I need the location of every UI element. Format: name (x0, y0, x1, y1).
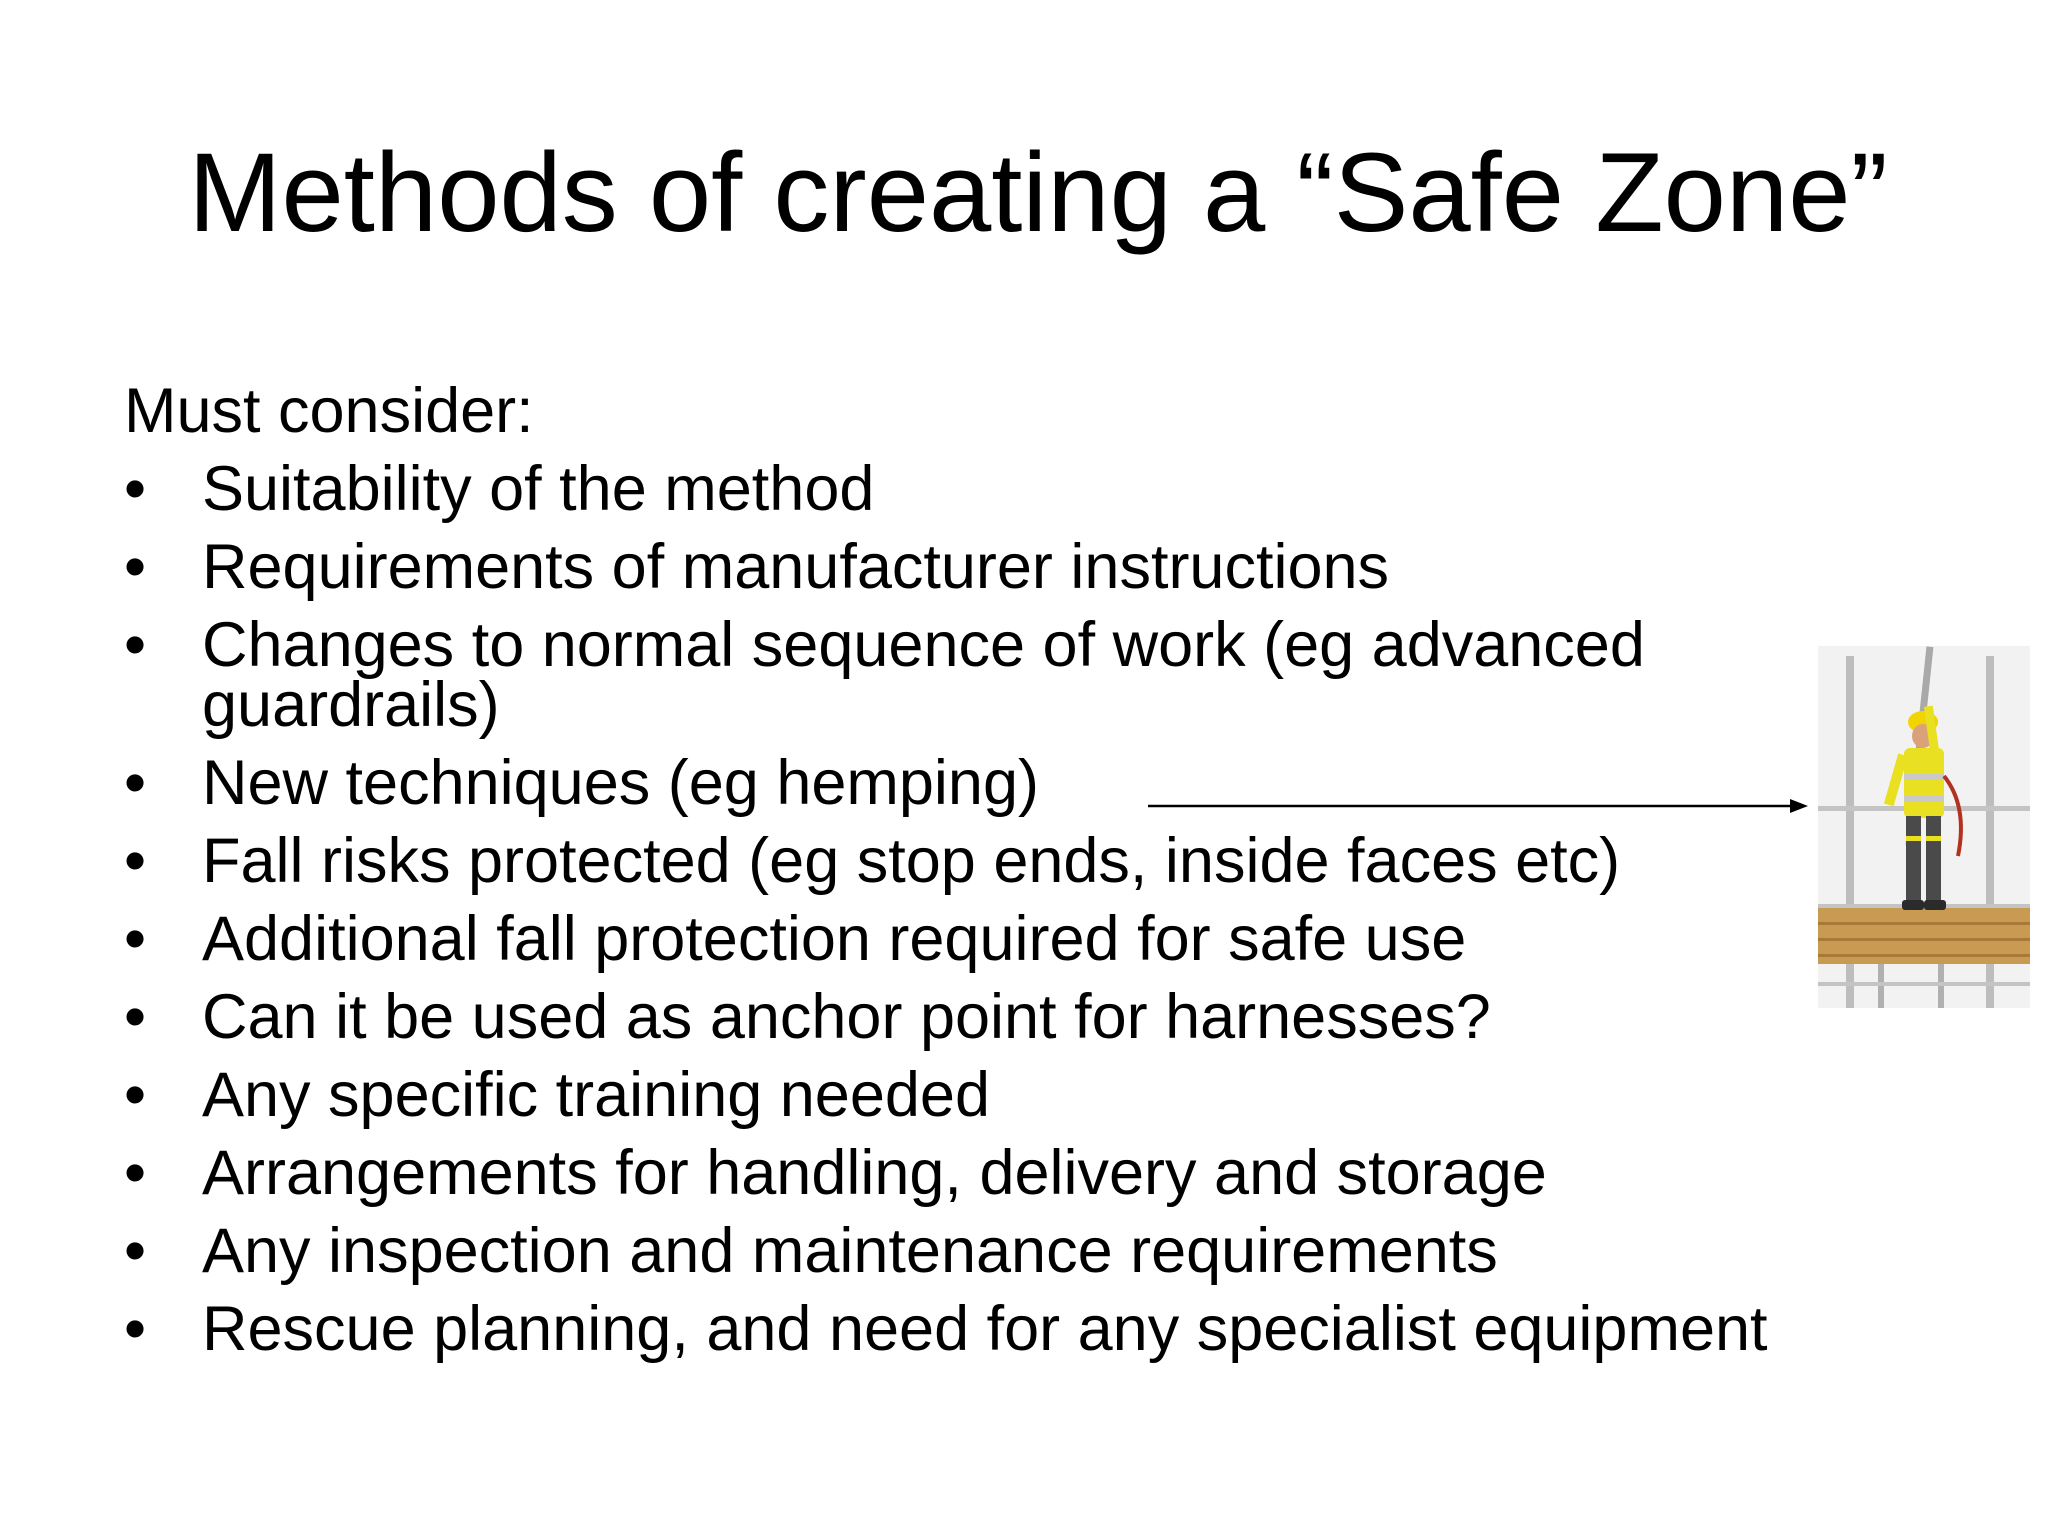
bullet-icon: • (124, 1216, 147, 1286)
list-item (124, 606, 1944, 744)
list-item (124, 978, 1944, 1056)
bullet-text: Can it be used as anchor point for harnesses? (202, 982, 1491, 1052)
list-item (124, 1134, 1944, 1212)
list-item (124, 450, 1944, 528)
bullet-text: Changes to normal sequence of work (eg advanced guardrails) (202, 610, 1645, 740)
list-item (124, 528, 1944, 606)
bullet-text: New techniques (eg hemping) (202, 748, 1039, 818)
list-item (124, 1056, 1944, 1134)
list-item (124, 1290, 1944, 1368)
bullet-icon: • (124, 826, 147, 896)
bullet-icon: • (124, 982, 147, 1052)
bullet-icon: • (124, 532, 147, 602)
bullet-text: Rescue planning, and need for any specialist equipment (202, 1294, 1768, 1364)
list-item (124, 900, 1944, 978)
arrow-connector (1148, 795, 1808, 817)
bullet-text: Requirements of manufacturer instructions (202, 532, 1390, 602)
bullet-icon: • (124, 454, 147, 524)
bullet-text: Any inspection and maintenance requirements (202, 1216, 1498, 1286)
bullet-text: Additional fall protection required for safe use (202, 904, 1467, 974)
bullet-icon: • (124, 904, 147, 974)
bullet-text: Arrangements for handling, delivery and storage (202, 1138, 1547, 1208)
list-item (124, 822, 1944, 900)
scaffolder-worker-icon (1818, 646, 2030, 1008)
bullet-icon: • (124, 748, 147, 818)
list-item (124, 1212, 1944, 1290)
bullet-icon: • (124, 1294, 147, 1364)
bullet-list (124, 450, 1944, 1368)
bullet-icon: • (124, 1060, 147, 1130)
slide-title: Methods of creating a “Safe Zone” (188, 130, 1888, 255)
bullet-icon: • (124, 1138, 147, 1208)
intro-text: Must consider: (124, 376, 534, 446)
bullet-icon: • (124, 610, 147, 680)
bullet-text: Fall risks protected (eg stop ends, inside faces etc) (202, 826, 1621, 896)
slide-body (124, 372, 1944, 1368)
bullet-text: Suitability of the method (202, 454, 875, 524)
bullet-text: Any specific training needed (202, 1060, 990, 1130)
